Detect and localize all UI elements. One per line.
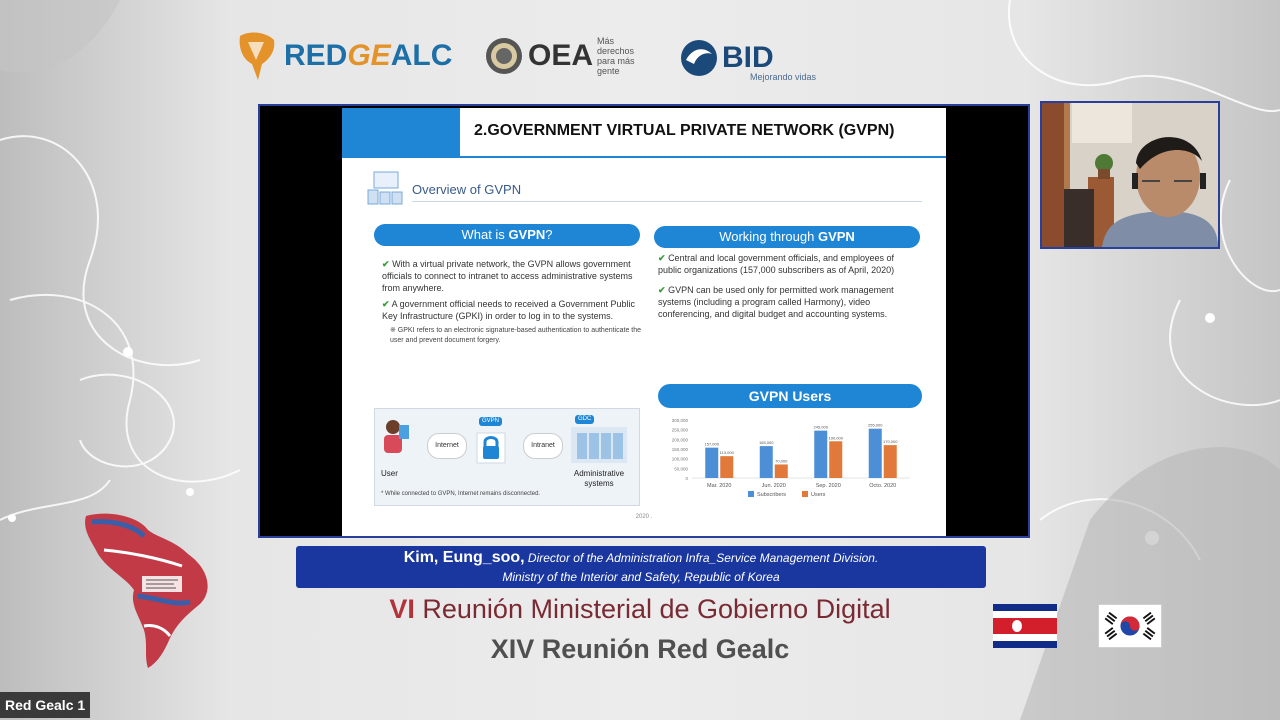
y-tick-label: 200,000 (671, 437, 688, 443)
oea-wordmark: OEA (528, 39, 594, 72)
speaker-role: Director of the Administration Infra_Service Management Division. (524, 551, 879, 565)
bar-value-label: 113,000 (719, 450, 734, 456)
event-edition-number: VI (389, 594, 415, 624)
bar-value-label: 165,000 (759, 440, 774, 446)
checkmark-icon: ✔ (382, 259, 390, 269)
legend-label: Users (811, 492, 826, 498)
bar-value-label: 255,000 (868, 422, 883, 428)
gdc-tag: GDC (575, 415, 594, 424)
gpki-note: ※ GPKI refers to an electronic signature-based authentication to authenticate the user and prevent document forgery. (390, 327, 642, 344)
chart-bar (705, 448, 718, 478)
participant-name-label: Red Gealc 1 (0, 692, 90, 718)
bid-logo (678, 38, 817, 82)
internet-cloud: Internet (427, 433, 467, 459)
legend-swatch (802, 491, 808, 497)
server-rack-icon (571, 427, 627, 463)
checkmark-icon: ✔ (658, 285, 666, 295)
working-through-gvpn-list (658, 252, 920, 328)
speaker-name-line (296, 549, 986, 567)
slide-header-rule (460, 156, 946, 158)
x-tick-label: Octo. 2020 (869, 483, 897, 489)
administrative-systems-label: Administrative systems (573, 469, 625, 488)
speaker-video-feed (1042, 103, 1218, 247)
latin-america-map-logo (78, 506, 218, 670)
oea-logo (484, 36, 653, 76)
user-icon (381, 417, 411, 461)
intranet-cloud: Intranet (523, 433, 563, 459)
costa-rica-flag-icon (993, 604, 1057, 648)
chart-bar (814, 431, 827, 478)
gvpn-tag: GVPN (479, 417, 502, 426)
shared-screen-frame (258, 104, 1030, 538)
chart-bar (869, 429, 882, 478)
list-item: ✔ Central and local government officials, and employees of public organizations (157,000 subscribers as of April, 2020) (658, 253, 895, 275)
bid-wordmark: BID (722, 41, 774, 74)
diagram-footnote: * While connected to GVPN, Internet remains disconnected. (381, 491, 541, 497)
gvpn-users-heading: GVPN Users (658, 384, 922, 408)
what-is-gvpn-list (382, 258, 642, 346)
list-item: ✔ A government official needs to received a Government Public Key Infrastructure (GPKI) in order to log in to the systems. (382, 299, 636, 321)
bar-value-label: 245,000 (813, 424, 828, 430)
chart-bar (760, 446, 773, 478)
lock-icon (475, 431, 507, 465)
bar-value-label: 157,000 (704, 441, 719, 447)
overview-divider (412, 201, 922, 202)
overview-heading (366, 170, 521, 208)
chart-bar (720, 456, 733, 478)
x-tick-label: Mar. 2020 (707, 483, 732, 489)
legend-swatch (748, 491, 754, 497)
speaker-webcam-tile (1040, 101, 1220, 249)
bid-mark-icon (678, 38, 720, 78)
oea-seal-icon (484, 36, 524, 76)
slide-header-accent (342, 108, 460, 158)
y-tick-label: 250,000 (671, 427, 688, 433)
y-tick-label: 150,000 (671, 447, 688, 452)
slide-footer: 2020 . (635, 514, 653, 520)
slide-header (342, 108, 946, 158)
redgealc-mark-icon (236, 30, 278, 82)
y-tick-label: 50,000 (674, 466, 688, 472)
network-overview-icon (366, 170, 404, 208)
redgealc-wordmark: REDGEALC (284, 39, 453, 72)
checkmark-icon: ✔ (658, 253, 666, 263)
overview-title: Overview of GVPN (412, 181, 522, 197)
gvpn-users-chart (658, 410, 922, 504)
y-tick-label: 0 (685, 476, 688, 481)
legend-label: Subscribers (757, 492, 787, 498)
gvpn-connection-diagram (374, 408, 640, 506)
presentation-slide (342, 108, 946, 536)
working-through-gvpn-heading: Working through GVPN (654, 226, 920, 248)
redgealc-logo (236, 30, 452, 82)
event-title-text: Reunión Ministerial de Gobierno Digital (414, 594, 891, 624)
what-is-gvpn-heading: What is GVPN? (374, 224, 640, 246)
bar-value-label: 170,000 (883, 439, 898, 445)
chart-bar (775, 464, 788, 478)
bar-value-label: 190,000 (828, 435, 843, 441)
slide-title: 2.GOVERNMENT VIRTUAL PRIVATE NETWORK (GVPN) (474, 122, 895, 139)
speaker-caption-bar (296, 546, 986, 588)
oea-tagline: Más derechos para más gente (597, 36, 635, 76)
list-item: ✔ With a virtual private network, the GVPN allows government officials to connect to intranet to access administrative systems from anywhere. (382, 259, 633, 293)
bid-tagline: Mejorando vidas (750, 72, 817, 82)
y-tick-label: 100,000 (671, 456, 688, 462)
x-tick-label: Jun. 2020 (761, 483, 786, 489)
checkmark-icon: ✔ (382, 299, 390, 309)
list-item: ✔ GVPN can be used only for permitted work management systems (including a program called Harmony), video conferencing, and digital budget and accounting systems. (658, 285, 894, 319)
south-korea-flag-icon (1098, 604, 1162, 648)
x-tick-label: Sep. 2020 (815, 483, 841, 489)
speaker-organization: Ministry of the Interior and Safety, Republic of Korea (502, 570, 780, 584)
speaker-name: Kim, Eung_soo, (403, 549, 525, 566)
y-tick-label: 300,000 (671, 418, 688, 423)
chart-bar (884, 445, 897, 478)
event-subtitle: XIV Reunión Red Gealc (490, 634, 790, 664)
chart-bar (829, 441, 842, 478)
user-label: User (381, 469, 398, 478)
bar-value-label: 70,000 (775, 458, 788, 464)
